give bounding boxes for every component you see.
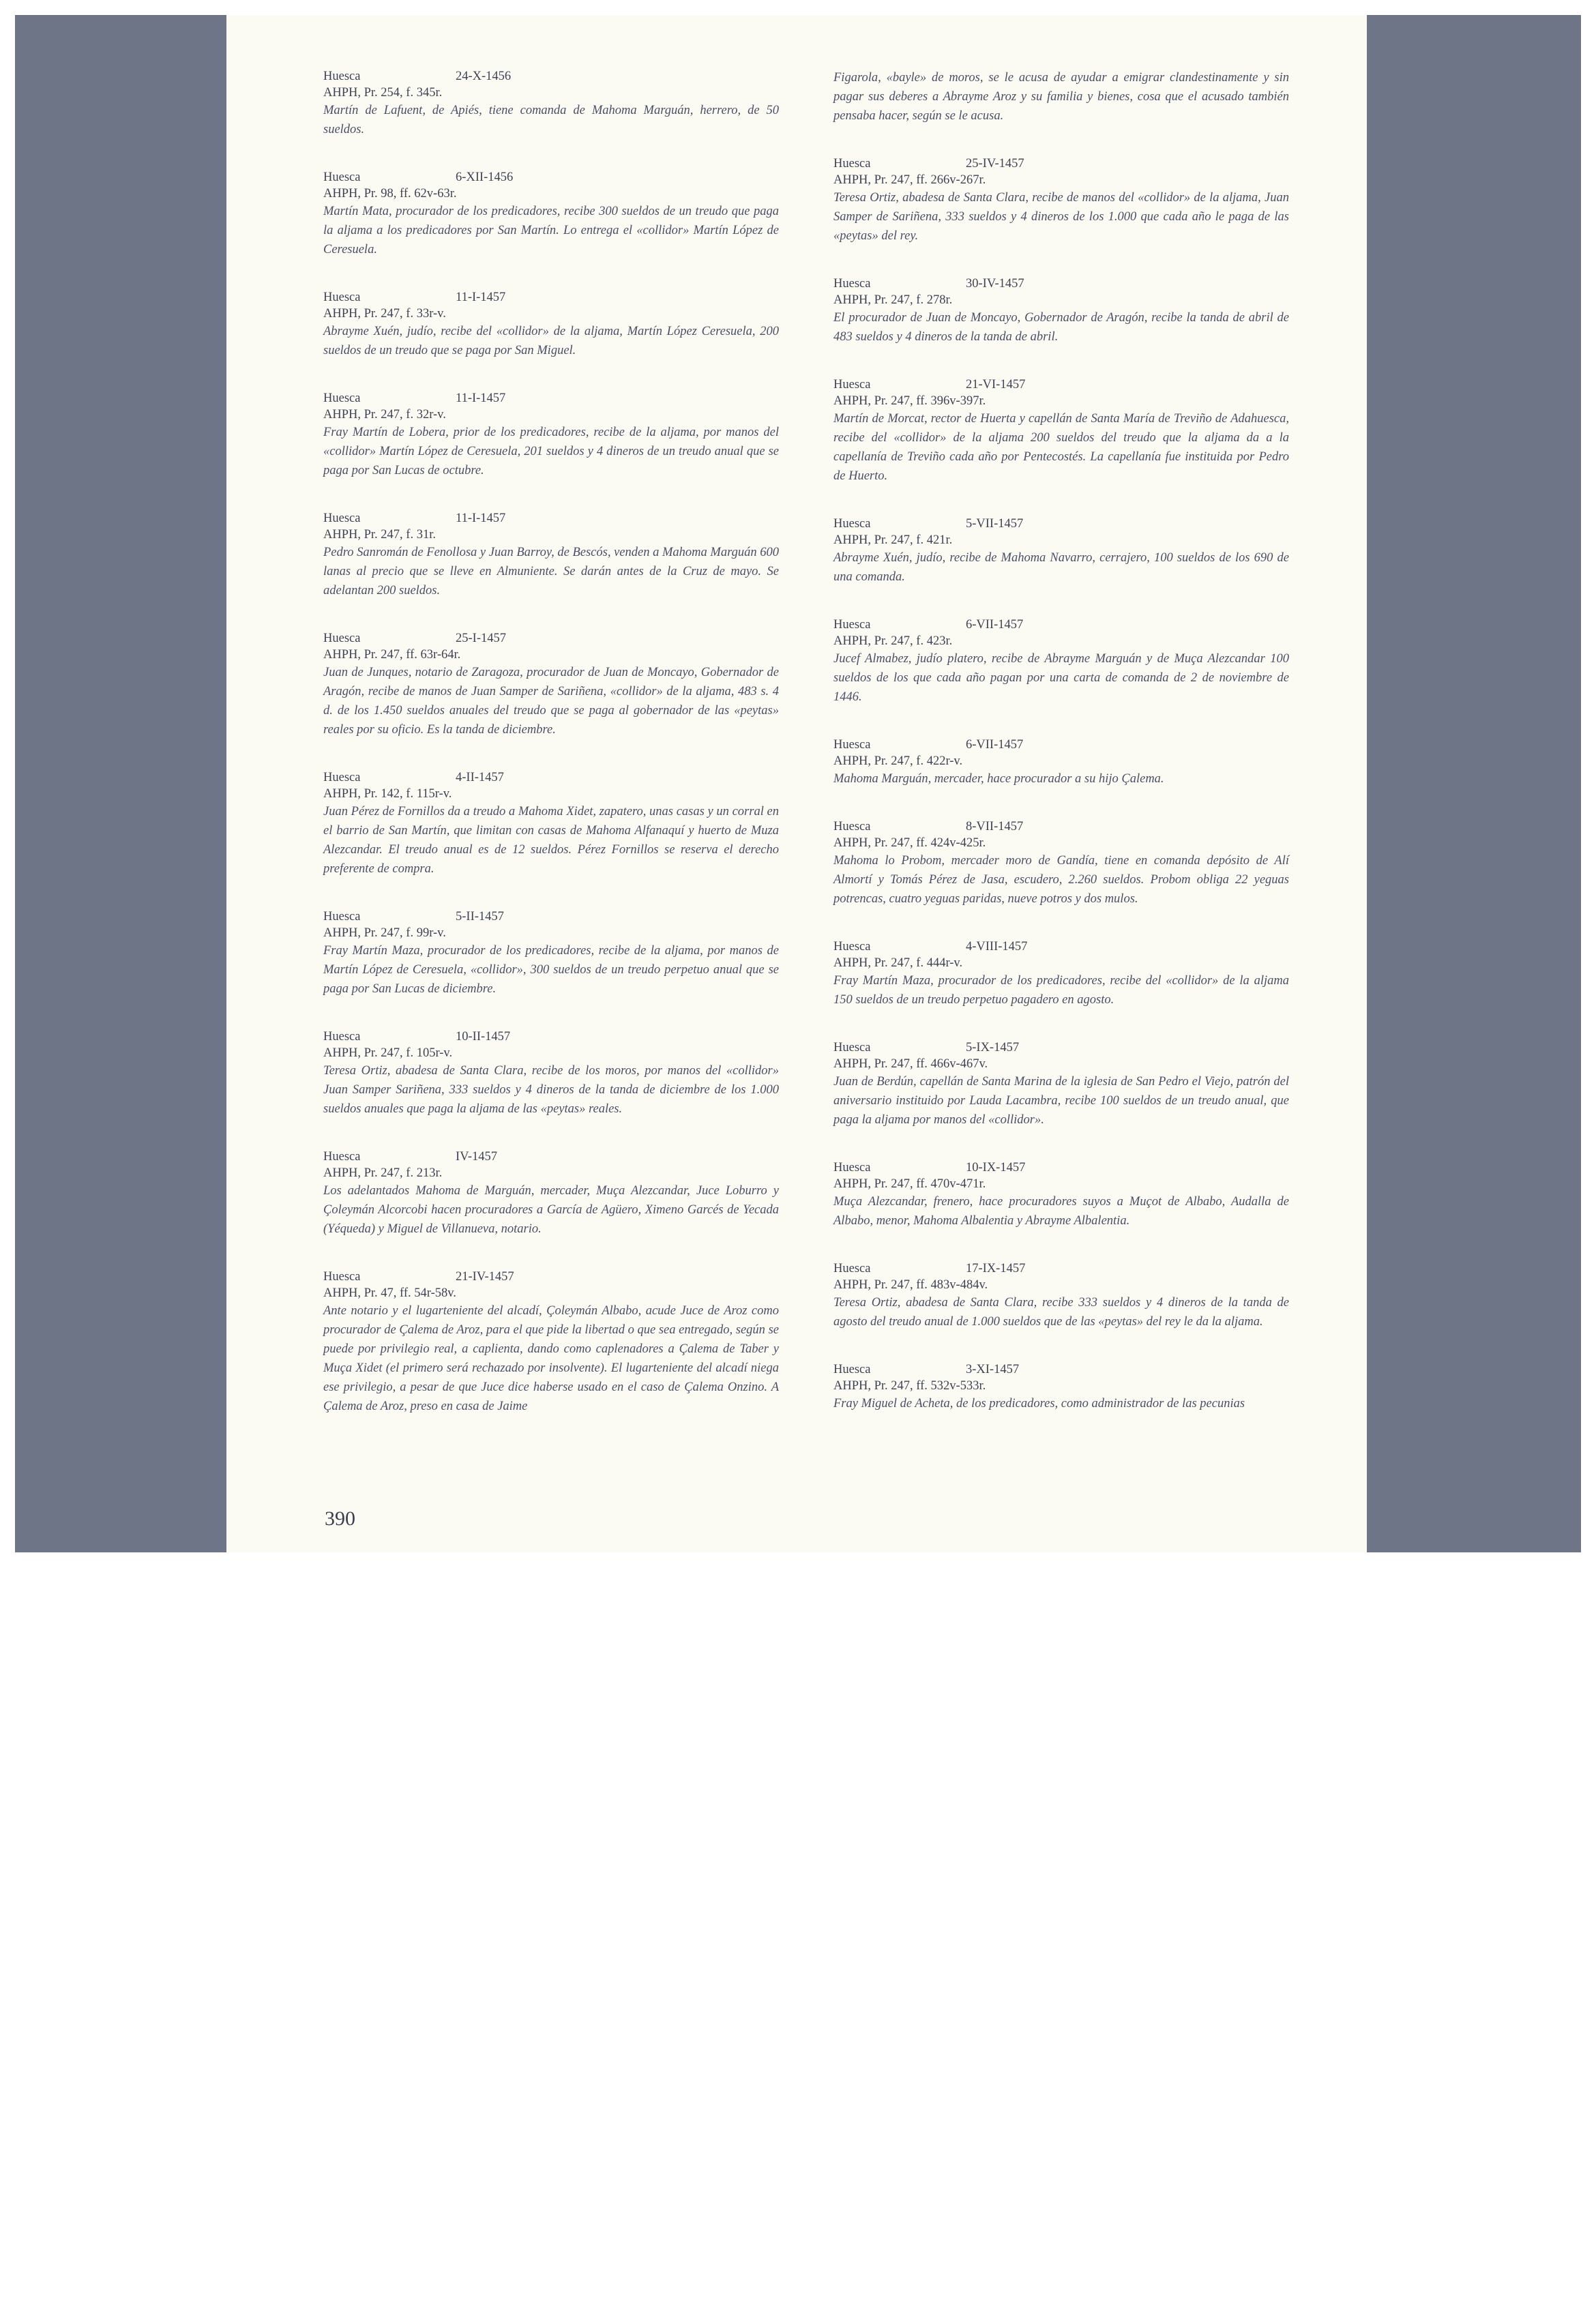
entry-date: 11-I-1457 [456,392,506,405]
entry-date: 5-VII-1457 [966,517,1024,531]
document-entry [323,909,779,999]
entry-place: Huesca [323,70,361,83]
document-entry [833,1361,1289,1413]
entry-date: 6-VII-1457 [966,738,1024,752]
entry-place: Huesca [323,632,361,645]
entry-archive-reference: AHPH, Pr. 247, ff. 470v-471r. [833,1177,986,1191]
entry-summary: Pedro Sanromán de Fenollosa y Juan Barroy, de Bescós, venden a Mahoma Marguán 600 lanas al precio que se lleve en Almuniente. Se darán antes de la Cruz de mayo. Se adelantan 200 sueldos. [323,546,779,597]
entry-summary: Martín Mata, procurador de los predicadores, recibe 300 sueldos de un treudo que paga la aljama a los predicadores por San Martín. Lo entrega el «collidor» Martín López de Ceresuela. [323,205,779,256]
entry-date: 21-IV-1457 [456,1270,514,1284]
entry-date: 11-I-1457 [456,512,506,525]
entry-header [323,909,779,925]
entry-archive-reference: AHPH, Pr. 247, f. 423r. [833,634,953,648]
entry-archive-reference: AHPH, Pr. 247, f. 99r-v. [323,926,446,940]
entry-header [833,617,1289,633]
document-entry [323,510,779,600]
entry-summary: Jucef Almabez, judío platero, recibe de Abrayme Marguán y de Muça Alezcandar 100 sueldos de los que cada año pagan por una carta de comanda de 2 de noviembre de 1446. [833,652,1289,704]
entry-date: 30-IV-1457 [966,277,1024,291]
entry-date: 11-I-1457 [456,291,506,304]
entry-place: Huesca [323,171,361,184]
entry-header [833,156,1289,172]
entry-archive-reference: AHPH, Pr. 247, f. 105r-v. [323,1046,453,1060]
entry-date: 10-IX-1457 [966,1161,1026,1175]
entry-place: Huesca [833,157,871,171]
entry-summary: Fray Martín de Lobera, prior de los predicadores, recibe de la aljama, por manos del «collidor» Martín López de Ceresuela, 201 sueldos y 4 dineros de un treudo anual que se paga por San Lucas de octubre. [323,426,779,477]
entry-archive-reference: AHPH, Pr. 247, f. 422r-v. [833,754,963,768]
entry-header [323,630,779,647]
entry-date: 4-VIII-1457 [966,940,1028,954]
entry-header [323,1029,779,1045]
entry-date: 6-VII-1457 [966,618,1024,632]
document-entry [833,1039,1289,1129]
document-entry [833,1160,1289,1230]
entry-header [323,510,779,527]
entry-archive-reference: AHPH, Pr. 247, f. 444r-v. [833,956,963,970]
entry-archive-reference: AHPH, Pr. 247, ff. 396v-397r. [833,394,986,408]
entry-date: 5-II-1457 [456,910,504,924]
entry-place: Huesca [833,738,871,752]
entry-header [833,737,1289,753]
entry-place: Huesca [833,820,871,833]
document-entry [833,818,1289,909]
entry-header [323,169,779,186]
document-entry [323,68,779,139]
entry-place: Huesca [833,1262,871,1275]
entry-archive-reference: AHPH, Pr. 247, ff. 532v-533r. [833,1379,986,1393]
entry-summary: Martín de Morcat, rector de Huerta y capellán de Santa María de Treviño de Adahuesca, recibe del «collidor» de la aljama 200 sueldos del treudo que la aljama da a la capellanía de Treviño cada año por Pentecostés. La capellanía fue instituida por Pedro de Huerto. [833,412,1289,483]
document-entry [323,289,779,360]
entry-archive-reference: AHPH, Pr. 247, f. 32r-v. [323,408,446,422]
entry-archive-reference: AHPH, Pr. 98, ff. 62v-63r. [323,187,457,201]
entry-archive-reference: AHPH, Pr. 47, ff. 54r-58v. [323,1286,456,1300]
entry-archive-reference: AHPH, Pr. 247, f. 278r. [833,293,953,307]
entry-date: 24-X-1456 [456,70,512,83]
entry-date: 8-VII-1457 [966,820,1024,833]
entry-date: 21-VI-1457 [966,378,1026,392]
entry-summary: Abrayme Xuén, judío, recibe del «collidor» de la aljama, Martín López Ceresuela, 200 sueldos de un treudo que se paga por San Miguel. [323,325,779,357]
entry-summary: Juan de Junques, notario de Zaragoza, procurador de Juan de Moncayo, Gobernador de Aragón, recibe de manos de Juan Samper de Sariñena, «collidor» de la aljama, 483 s. 4 d. de los 1.450 sueldos anuales del treudo que se paga al gobernador de las «peytas» reales por su oficio. Es la tanda de diciembre. [323,666,779,737]
entry-header [833,376,1289,393]
entry-header [323,1269,779,1285]
entry-archive-reference: AHPH, Pr. 247, ff. 483v-484v. [833,1278,988,1292]
entry-place: Huesca [833,940,871,954]
entry-place: Huesca [323,1270,361,1284]
entry-place: Huesca [833,378,871,392]
entry-summary: El procurador de Juan de Moncayo, Gobernador de Aragón, recibe la tanda de abril de 483 sueldos y 4 dineros de la tanda de abril. [833,311,1289,344]
entry-date: 3-XI-1457 [966,1363,1020,1376]
entry-place: Huesca [323,512,361,525]
document-entry [833,737,1289,788]
entry-header [833,939,1289,955]
entry-summary: Teresa Ortiz, abadesa de Santa Clara, recibe de manos del «collidor» de la aljama, Juan Samper de Sariñena, 333 sueldos y 4 dineros de los 1.000 que cada año le paga de las «peytas» del rey. [833,191,1289,243]
entry-archive-reference: AHPH, Pr. 247, f. 421r. [833,533,953,547]
entry-place: Huesca [323,392,361,405]
document-entry [833,376,1289,486]
entry-date: 17-IX-1457 [966,1262,1026,1275]
entry-header [833,1160,1289,1176]
entry-date: 25-IV-1457 [966,157,1024,171]
entry-place: Huesca [833,1041,871,1054]
entry-summary: Juan Pérez de Fornillos da a treudo a Mahoma Xidet, zapatero, unas casas y un corral en el barrio de San Martín, que limitan con casas de Mahoma Alfanaquí y huerto de Muza Alezcandar. El treudo anual es de 12 sueldos. Pérez Fornillos se reserva el derecho preferente de compra. [323,805,779,876]
entry-header [833,516,1289,532]
entry-archive-reference: AHPH, Pr. 247, ff. 466v-467v. [833,1057,988,1071]
entry-header [833,1039,1289,1056]
document-entry [833,1260,1289,1331]
entry-header [833,1260,1289,1277]
entry-archive-reference: AHPH, Pr. 254, f. 345r. [323,86,443,100]
entry-place: Huesca [833,1161,871,1175]
entry-header [323,769,779,786]
entry-place: Huesca [323,910,361,924]
document-entry [833,617,1289,707]
document-entry [833,939,1289,1009]
entry-date: 5-IX-1457 [966,1041,1020,1054]
entry-date: 6-XII-1456 [456,171,514,184]
right-column [833,68,1289,1443]
document-entry [323,630,779,739]
entry-place: Huesca [323,771,361,784]
entry-place: Huesca [323,291,361,304]
entry-header [833,276,1289,292]
entry-place: Huesca [833,1363,871,1376]
entry-place: Huesca [323,1150,361,1164]
document-entry [323,169,779,259]
entry-header [323,68,779,85]
entry-place: Huesca [833,618,871,632]
left-column [323,68,779,1446]
entry-header [323,289,779,306]
document-entry [323,769,779,878]
entry-date: 25-I-1457 [456,632,506,645]
page-number: 390 [325,1507,355,1530]
entry-summary: Fray Martín Maza, procurador de los predicadores, recibe del «collidor» de la aljama 150 sueldos de un treudo perpetuo pagadero en agosto. [833,974,1289,1007]
continued-entry-text: Figarola, «bayle» de moros, se le acusa de ayudar a emigrar clandestinamente y sin pagar sus deberes a Abrayme Aroz y su familia y bienes, cosa que el acusado también pensaba hacer, según se le acusa. [833,71,1289,123]
document-entry [323,1149,779,1239]
entry-date: 10-II-1457 [456,1030,511,1044]
entry-archive-reference: AHPH, Pr. 247, ff. 424v-425r. [833,836,986,850]
entry-summary: Fray Martín Maza, procurador de los predicadores, recibe de la aljama, por manos de Martín López de Ceresuela, «collidor», 300 sueldos de un treudo perpetuo anual que se paga por San Lucas de diciembre. [323,944,779,996]
entry-summary: Abrayme Xuén, judío, recibe de Mahoma Navarro, cerrajero, 100 sueldos de los 690 de una comanda. [833,551,1289,584]
entry-archive-reference: AHPH, Pr. 247, ff. 63r-64r. [323,648,461,662]
entry-summary: Martín de Lafuent, de Apiés, tiene comanda de Mahoma Marguán, herrero, de 50 sueldos. [323,104,779,136]
entry-archive-reference: AHPH, Pr. 247, f. 31r. [323,528,436,542]
entry-archive-reference: AHPH, Pr. 247, f. 33r-v. [323,307,446,321]
entry-summary: Juan de Berdún, capellán de Santa Marina de la iglesia de San Pedro el Viejo, patrón del aniversario instituido por Lauda Lacambra, recibe 100 sueldos de un treudo anual, que paga la aljama por manos del «collidor». [833,1075,1289,1127]
document-entry [323,1269,779,1416]
entry-archive-reference: AHPH, Pr. 142, f. 115r-v. [323,787,452,801]
entry-archive-reference: AHPH, Pr. 247, ff. 266v-267r. [833,173,986,187]
entry-summary: Teresa Ortiz, abadesa de Santa Clara, recibe de los moros, por manos del «collidor» Juan Samper Sariñena, 333 sueldos y 4 dineros de la tanda de diciembre de los 1.000 sueldos anuales que paga la aljama de las «peytas» reales. [323,1064,779,1116]
entry-summary: Fray Miguel de Acheta, de los predicadores, como administrador de las pecunias [833,1397,1245,1410]
entry-header [833,1361,1289,1378]
document-entry [833,276,1289,346]
entry-summary: Los adelantados Mahoma de Marguán, mercader, Muça Alezcandar, Juce Loburro y Çoleymán Alcorcobi hacen procuradores a García de Agüero, Ximeno Garcés de Yecada (Yéqueda) y Miguel de Villanueva, notario. [323,1184,779,1236]
entry-summary: Mahoma lo Probom, mercader moro de Gandía, tiene en comanda depósito de Alí Almortí y Tomás Pérez de Jasa, escudero, 2.260 sueldos. Probom obliga 22 yeguas potrencas, cuatro yeguas paridas, nueve potros y dos mulos. [833,854,1289,906]
entry-summary: Teresa Ortiz, abadesa de Santa Clara, recibe 333 sueldos y 4 dineros de la tanda de agosto del treudo anual de 1.000 sueldos que de las «peytas» del rey le da la aljama. [833,1296,1289,1329]
entry-header [323,1149,779,1165]
entry-place: Huesca [833,277,871,291]
document-entry [323,1029,779,1119]
entry-place: Huesca [323,1030,361,1044]
entry-summary: Muça Alezcandar, frenero, hace procuradores suyos a Muçot de Albabo, Audalla de Albabo, menor, Mahoma Albalentia y Abrayme Albalentia. [833,1195,1289,1228]
entry-header [833,818,1289,835]
entry-date: 4-II-1457 [456,771,504,784]
entry-date: IV-1457 [456,1150,497,1164]
entry-summary: Mahoma Marguán, mercader, hace procurador a su hijo Çalema. [833,772,1164,786]
entry-header [323,390,779,407]
entry-place: Huesca [833,517,871,531]
document-entry [833,516,1289,587]
entry-archive-reference: AHPH, Pr. 247, f. 213r. [323,1166,443,1180]
document-entry [323,390,779,480]
entry-summary: Ante notario y el lugarteniente del alcadí, Çoleymán Albabo, acude Juce de Aroz como procurador de Çalema de Aroz, para el que pide la libertad o que sea entregado, según se puede por privilegio real, a caplienta, dando como caplenadores a Çalema de Taber y Muça Xidet (el primero será rechazado por insolvente). El lugarteniente del alcadí niega ese privilegio, a pesar de que Juce dice haberse usado en el caso de Çalema Onzino. A Çalema de Aroz, preso en casa de Jaime [323,1304,779,1413]
document-entry [833,156,1289,246]
